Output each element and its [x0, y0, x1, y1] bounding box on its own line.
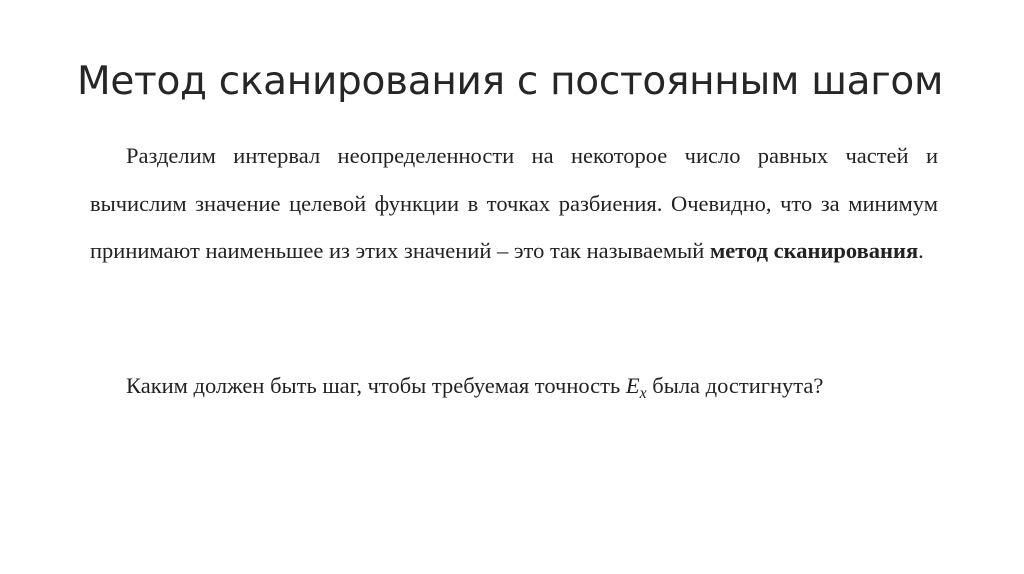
accuracy-variable: E — [625, 373, 640, 398]
question-text: Каким должен быть шаг, чтобы требуемая точность — [126, 373, 626, 398]
slide-title: Метод сканирования с постоянным шагом — [77, 59, 944, 104]
method-term: метод сканирования — [709, 238, 919, 263]
definition-text: Разделим интервал неопределенности на некоторое число равных частей и вычислим значение целевой функции в точках разбиения. Очевидно, что за минимум принимают наименьшее из этих значений – это так называемый — [90, 143, 938, 263]
definition-end: . — [918, 238, 924, 263]
definition-paragraph — [90, 132, 938, 275]
question-end: была достигнута? — [646, 373, 824, 398]
question-paragraph — [90, 366, 938, 409]
accuracy-subscript: x — [639, 384, 647, 402]
